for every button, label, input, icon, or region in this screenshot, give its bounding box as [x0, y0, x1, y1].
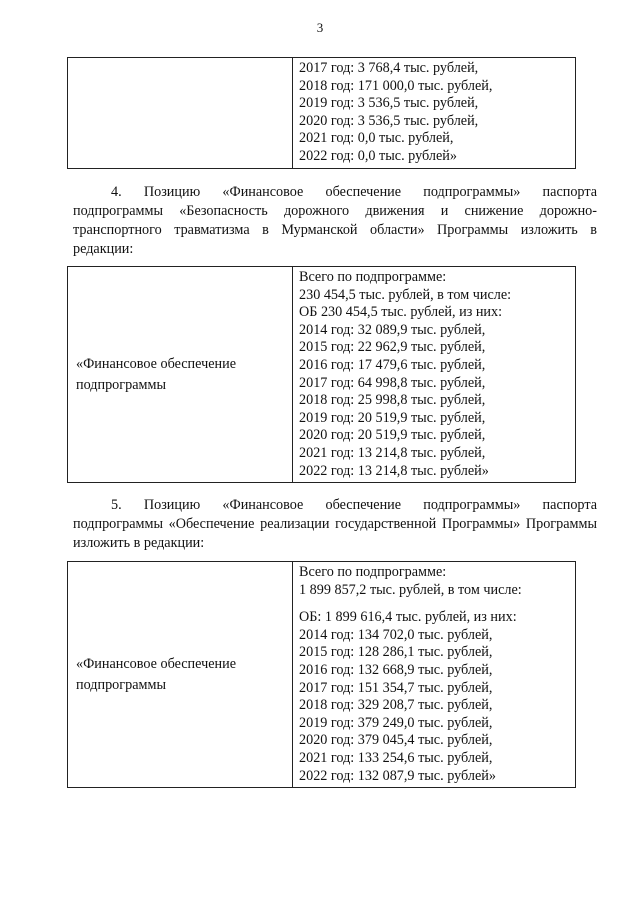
table2-line: Всего по подпрограмме:	[299, 269, 447, 285]
table3-line: 2015 год: 128 286,1 тыс. рублей,	[299, 644, 493, 661]
table2-line: 2022 год: 13 214,8 тыс. рублей»	[299, 462, 489, 479]
table2-line: 2019 год: 20 519,9 тыс. рублей,	[299, 409, 486, 426]
table3-label-line2: подпрограммы	[76, 676, 166, 693]
table3-line: 2016 год: 132 668,9 тыс. рублей,	[299, 661, 493, 678]
table3-line: 2022 год: 132 087,9 тыс. рублей»	[299, 767, 496, 784]
table3-line: 2014 год: 134 702,0 тыс. рублей,	[299, 626, 493, 643]
table2-line: 2016 год: 17 479,6 тыс. рублей,	[299, 356, 486, 373]
paragraph-5	[73, 496, 597, 553]
table2-line: ОБ 230 454,5 тыс. рублей, из них:	[299, 304, 503, 321]
table2-line: 230 454,5 тыс. рублей, в том числе:	[299, 286, 512, 303]
table3-label-line1: «Финансовое обеспечение	[76, 655, 237, 672]
table3-spacer	[293, 599, 575, 609]
table2-line: 2021 год: 13 214,8 тыс. рублей,	[299, 444, 486, 461]
table3-line: 2020 год: 379 045,4 тыс. рублей,	[299, 732, 493, 749]
table3-line: 2017 год: 151 354,7 тыс. рублей,	[299, 679, 493, 696]
table1-line: 2022 год: 0,0 тыс. рублей»	[299, 147, 457, 164]
table1-right-cell	[293, 58, 576, 169]
table2-right-cell	[293, 267, 576, 483]
table-road-safety	[67, 266, 576, 483]
table2-line: 2015 год: 22 962,9 тыс. рублей,	[299, 339, 486, 356]
table2-line: 2020 год: 20 519,9 тыс. рублей,	[299, 427, 486, 444]
table-program-support	[67, 561, 576, 788]
table2-left-cell	[68, 267, 293, 483]
table2-label-line1: «Финансовое обеспечение	[76, 355, 237, 372]
table2-line: 2014 год: 32 089,9 тыс. рублей,	[299, 321, 486, 338]
table3-line: 2019 год: 379 249,0 тыс. рублей,	[299, 714, 493, 731]
table3-line: 2021 год: 133 254,6 тыс. рублей,	[299, 749, 493, 766]
table-continuation	[67, 57, 576, 169]
paragraph-4	[73, 183, 597, 259]
table2-label-line2: подпрограммы	[76, 376, 166, 393]
page-number: 3	[316, 20, 324, 35]
table3-right-cell	[293, 562, 576, 788]
paragraph-4-text: 4. Позицию «Финансовое обеспечение подпрограммы» паспорта подпрограммы «Безопасность дорожного движения и снижение дорожно-транспортного травматизма в Мурманской области» Программы изложить в редакции:	[73, 184, 597, 257]
table1-line: 2020 год: 3 536,5 тыс. рублей,	[299, 112, 479, 129]
table1-line: 2017 год: 3 768,4 тыс. рублей,	[299, 60, 479, 76]
table2-line: 2018 год: 25 998,8 тыс. рублей,	[299, 392, 486, 409]
table2-line: 2017 год: 64 998,8 тыс. рублей,	[299, 374, 486, 391]
table3-line: 1 899 857,2 тыс. рублей, в том числе:	[299, 581, 522, 598]
table1-line: 2018 год: 171 000,0 тыс. рублей,	[299, 77, 493, 94]
table3-line: ОБ: 1 899 616,4 тыс. рублей, из них:	[299, 609, 517, 626]
table1-line: 2021 год: 0,0 тыс. рублей,	[299, 130, 454, 147]
table3-line: 2018 год: 329 208,7 тыс. рублей,	[299, 697, 493, 714]
paragraph-5-text: 5. Позицию «Финансовое обеспечение подпрограммы» паспорта подпрограммы «Обеспечение реализации государственной Программы» Программы изложить в редакции:	[73, 497, 597, 551]
table1-line: 2019 год: 3 536,5 тыс. рублей,	[299, 95, 479, 112]
table3-left-cell	[68, 562, 293, 788]
table1-left-cell	[68, 58, 293, 169]
table3-line: Всего по подпрограмме:	[299, 564, 447, 580]
